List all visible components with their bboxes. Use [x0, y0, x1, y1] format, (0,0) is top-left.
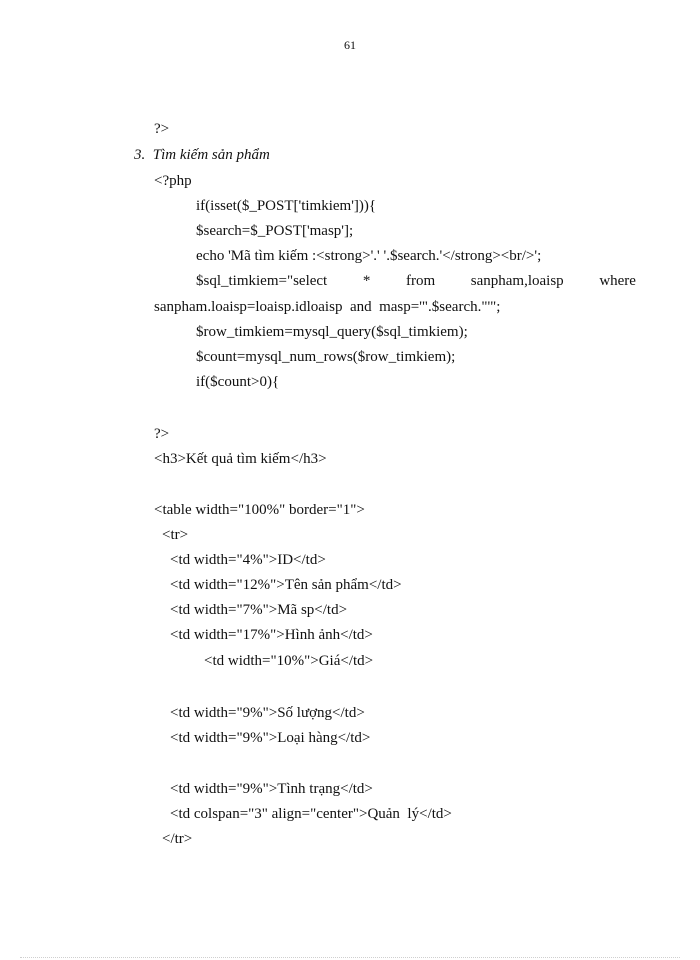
code-line-td-ten: <td width="12%">Tên sản phẩm</td> — [170, 577, 402, 593]
page-bottom-rule — [20, 957, 680, 958]
code-line-count: $count=mysql_num_rows($row_timkiem); — [196, 349, 456, 365]
code-line-h3: <h3>Kết quả tìm kiếm</h3> — [154, 451, 327, 467]
php-open-tag: <?php — [154, 173, 192, 189]
code-line-echo: echo 'Mã tìm kiếm :<strong>'.' '.$search.'</strong><br/>'; — [196, 248, 542, 264]
code-line-row: $row_timkiem=mysql_query($sql_timkiem); — [196, 324, 468, 340]
code-line-td-masp: <td width="7%">Mã sp</td> — [170, 602, 348, 618]
code-line-td-tinhtrang: <td width="9%">Tình trạng</td> — [170, 781, 373, 797]
code-line-tr-close: </tr> — [162, 831, 193, 847]
code-line-sql — [196, 271, 636, 291]
php-close-tag: ?> — [154, 121, 170, 137]
code-line-if-count: if($count>0){ — [196, 374, 280, 390]
code-line-sql-continued: sanpham.loaisp=loaisp.idloaisp and masp='".$search."'"; — [154, 299, 501, 315]
code-line-td-gia: <td width="10%">Giá</td> — [204, 653, 374, 669]
page-number: 61 — [344, 38, 356, 52]
sql-word: sanpham,loaisp — [470, 273, 564, 289]
code-line-td-hinh: <td width="17%">Hình ảnh</td> — [170, 627, 373, 643]
sql-word: from — [405, 273, 436, 289]
code-line-tr-open: <tr> — [162, 527, 189, 543]
code-line-search: $search=$_POST['masp']; — [196, 223, 354, 239]
php-close-tag: ?> — [154, 426, 170, 442]
code-line-td-loai: <td width="9%">Loại hàng</td> — [170, 730, 371, 746]
code-line-td-id: <td width="4%">ID</td> — [170, 552, 326, 568]
sql-word: $sql_timkiem="select — [196, 273, 328, 289]
sql-word: * — [362, 273, 371, 289]
code-line-table: <table width="100%" border="1"> — [154, 502, 365, 518]
code-line-isset: if(isset($_POST['timkiem'])){ — [196, 198, 377, 214]
section-heading: 3. Tìm kiếm sản phẩm — [134, 147, 270, 163]
code-line-td-quanly: <td colspan="3" align="center">Quản lý</td> — [170, 806, 452, 822]
sql-word: where — [599, 273, 636, 289]
code-line-td-soluong: <td width="9%">Số lượng</td> — [170, 705, 365, 721]
